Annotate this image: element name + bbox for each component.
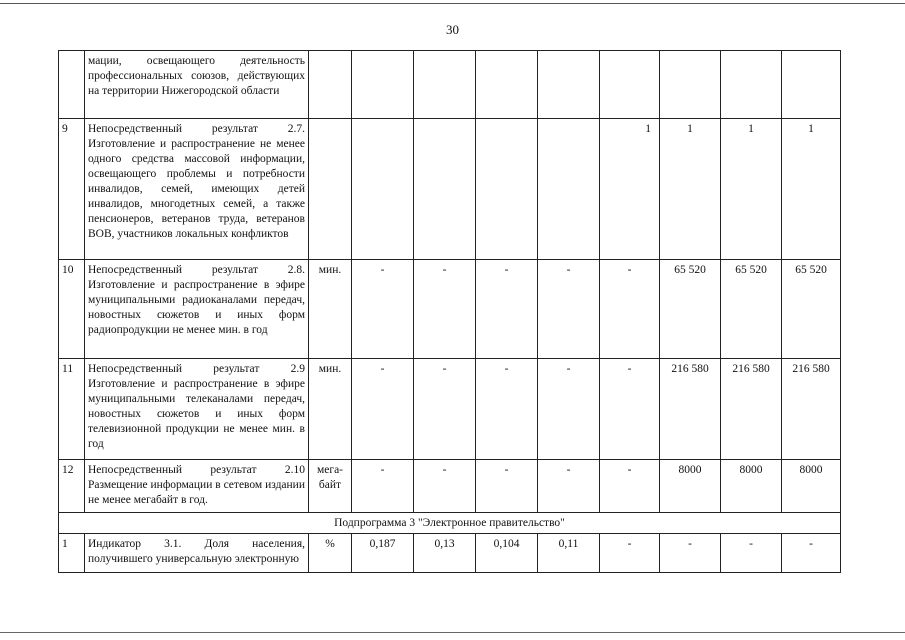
value-cell: 8000 — [782, 460, 841, 513]
row-description: мации, освещающего деятельность профессиональных союзов, действующих на территории Нижегородской области — [85, 51, 309, 119]
value-cell: 8000 — [721, 460, 782, 513]
value-cell: - — [538, 460, 600, 513]
top-rule — [0, 3, 905, 4]
subprogram-heading: Подпрограмма 3 "Электронное правительство" — [59, 513, 841, 534]
value-cell: - — [600, 460, 660, 513]
value-cell — [538, 119, 600, 260]
row-number: 12 — [59, 460, 85, 513]
value-cell: - — [660, 534, 721, 573]
value-cell: 1 — [782, 119, 841, 260]
value-cell: 1 — [600, 119, 660, 260]
table-row — [59, 359, 841, 460]
row-unit: мин. — [309, 359, 352, 460]
value-cell — [476, 51, 538, 119]
value-cell — [352, 119, 414, 260]
value-cell: 65 520 — [721, 260, 782, 359]
value-cell — [782, 51, 841, 119]
row-number: 11 — [59, 359, 85, 460]
value-cell — [660, 51, 721, 119]
row-unit: мин. — [309, 260, 352, 359]
value-cell: 8000 — [660, 460, 721, 513]
value-cell: - — [476, 260, 538, 359]
table-row — [59, 460, 841, 513]
bottom-rule — [0, 632, 905, 633]
row-unit: мега-байт — [309, 460, 352, 513]
value-cell: - — [414, 460, 476, 513]
row-description: Непосредственный результат 2.9 Изготовление и распространение в эфире муниципальными телеканалами передач, новостных сюжетов и иных форм телевизионной продукции не менее мин. в год — [85, 359, 309, 460]
table-row — [59, 534, 841, 573]
value-cell: 0,11 — [538, 534, 600, 573]
row-unit: % — [309, 534, 352, 573]
row-description: Непосредственный результат 2.8. Изготовление и распространение в эфире муниципальными радиоканалами передач, новостных сюжетов и иных форм радиопродукции не менее мин. в год — [85, 260, 309, 359]
value-cell: 216 580 — [721, 359, 782, 460]
value-cell — [414, 51, 476, 119]
value-cell: 0,13 — [414, 534, 476, 573]
value-cell: - — [352, 260, 414, 359]
value-cell: 1 — [660, 119, 721, 260]
row-description: Непосредственный результат 2.7. Изготовление и распространение не менее одного средства массовой информации, освещающего проблемы и потребности инвалидов, семей, имеющих детей инвалидов, многодетных семей, а также пенсионеров, ветеранов труда, ветеранов ВОВ, участников локальных конфликтов — [85, 119, 309, 260]
value-cell: 216 580 — [782, 359, 841, 460]
value-cell — [414, 119, 476, 260]
value-cell: 65 520 — [660, 260, 721, 359]
subprogram-heading-row — [59, 513, 841, 534]
row-number — [59, 51, 85, 119]
value-cell: - — [476, 460, 538, 513]
value-cell: - — [782, 534, 841, 573]
value-cell: 216 580 — [660, 359, 721, 460]
row-description: Непосредственный результат 2.10 Размещение информации в сетевом издании не менее мегабайт в год. — [85, 460, 309, 513]
table-row — [59, 119, 841, 260]
row-unit — [309, 119, 352, 260]
value-cell: - — [352, 460, 414, 513]
row-description: Индикатор 3.1. Доля населения, получившего универсальную электронную — [85, 534, 309, 573]
row-number: 9 — [59, 119, 85, 260]
row-number: 10 — [59, 260, 85, 359]
value-cell: - — [538, 359, 600, 460]
value-cell — [538, 51, 600, 119]
value-cell: - — [414, 359, 476, 460]
value-cell — [721, 51, 782, 119]
value-cell: - — [600, 260, 660, 359]
value-cell — [352, 51, 414, 119]
value-cell: - — [538, 260, 600, 359]
value-cell: 0,187 — [352, 534, 414, 573]
value-cell: - — [414, 260, 476, 359]
table-row — [59, 51, 841, 119]
value-cell: - — [721, 534, 782, 573]
indicators-table — [58, 50, 841, 573]
value-cell: 1 — [721, 119, 782, 260]
value-cell: - — [352, 359, 414, 460]
table-row — [59, 260, 841, 359]
row-number: 1 — [59, 534, 85, 573]
value-cell — [600, 51, 660, 119]
value-cell: - — [600, 359, 660, 460]
value-cell — [476, 119, 538, 260]
value-cell: - — [600, 534, 660, 573]
value-cell: 65 520 — [782, 260, 841, 359]
value-cell: 0,104 — [476, 534, 538, 573]
page-number: 30 — [446, 22, 459, 37]
row-unit — [309, 51, 352, 119]
value-cell: - — [476, 359, 538, 460]
